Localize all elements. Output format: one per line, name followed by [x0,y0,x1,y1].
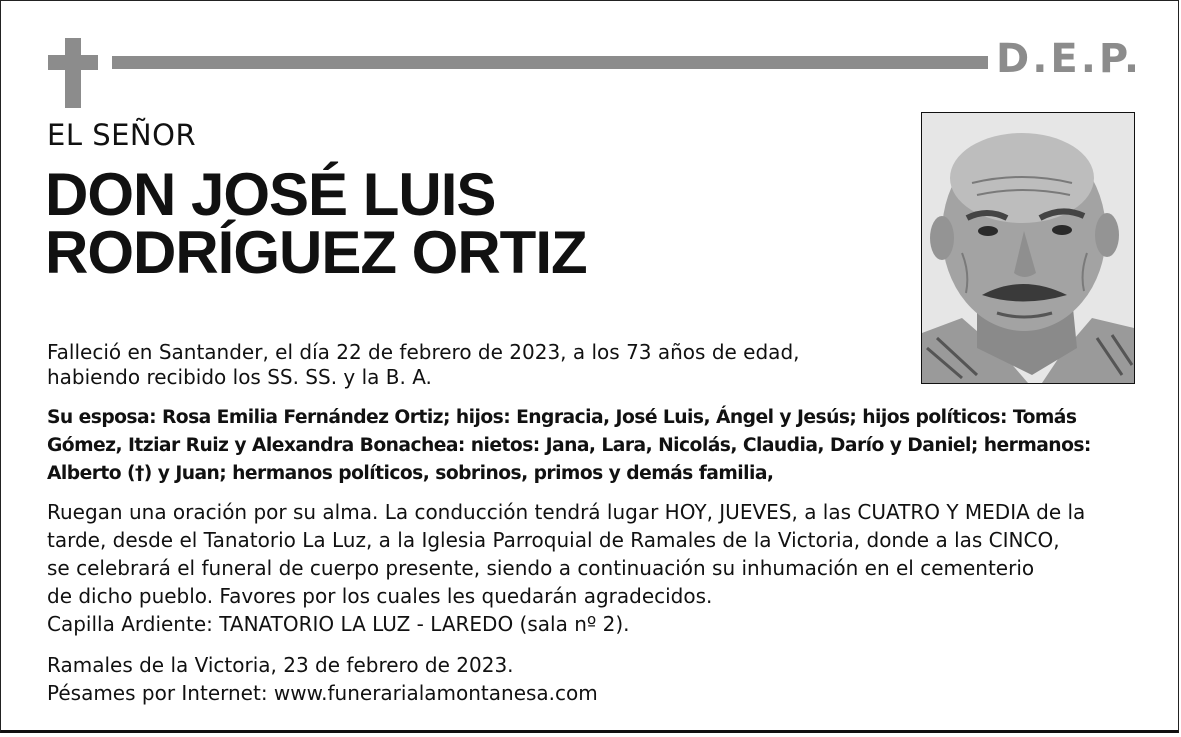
family-line-2: Gómez, Itziar Ruiz y Alexandra Bonachea: nietos: Jana, Lara, Nicolás, Claudia, Darío y Daniel; hermanos: [47,435,1091,456]
header-rule [112,56,988,69]
family-line-1: Su esposa: Rosa Emilia Fernández Ortiz; hijos: Engracia, José Luis, Ángel y Jesús; hijos políticos: Tomás [47,407,1077,428]
funeral-details [47,498,1137,638]
funeral-details-line-3: se celebrará el funeral de cuerpo presente, siendo a continuación su inhumación en el cementerio [47,556,1035,580]
cross-icon [48,38,98,108]
family-line-3: Alberto (†) y Juan; hermanos políticos, sobrinos, primos y demás familia, [47,463,774,484]
funeral-details-line-4: de dicho pueblo. Favores por los cuales les quedarán agradecidos. [47,584,713,608]
intro-line-1: Falleció en Santander, el día 22 de febrero de 2023, a los 73 años de edad, [47,340,800,364]
funeral-details-line-5: Capilla Ardiente: TANATORIO LA LUZ - LAREDO (sala nº 2). [47,612,630,636]
death-notice-intro [47,340,907,390]
deceased-portrait-photo [921,112,1135,384]
honorific: EL SEÑOR [47,118,197,152]
closing-section [47,651,598,707]
place-date: Ramales de la Victoria, 23 de febrero de 2023. [47,653,514,677]
funeral-details-line-1: Ruegan una oración por su alma. La conducción tendrá lugar HOY, JUEVES, a las CUATRO Y MEDIA de la [47,500,1086,524]
deceased-name-line-2: RODRÍGUEZ ORTIZ [45,219,587,286]
family-members [47,404,1147,488]
intro-line-2: habiendo recibido los SS. SS. y la B. A. [47,365,432,389]
funeral-details-line-2: tarde, desde el Tanatorio La Luz, a la Iglesia Parroquial de Ramales de la Victoria, donde a las CINCO, [47,528,1060,552]
deceased-name [45,161,587,286]
deceased-name-line-1: DON JOSÉ LUIS [45,161,496,228]
dep-label: D.E.P. [996,36,1143,82]
condolences-website: Pésames por Internet: www.funerarialamontanesa.com [47,681,598,705]
